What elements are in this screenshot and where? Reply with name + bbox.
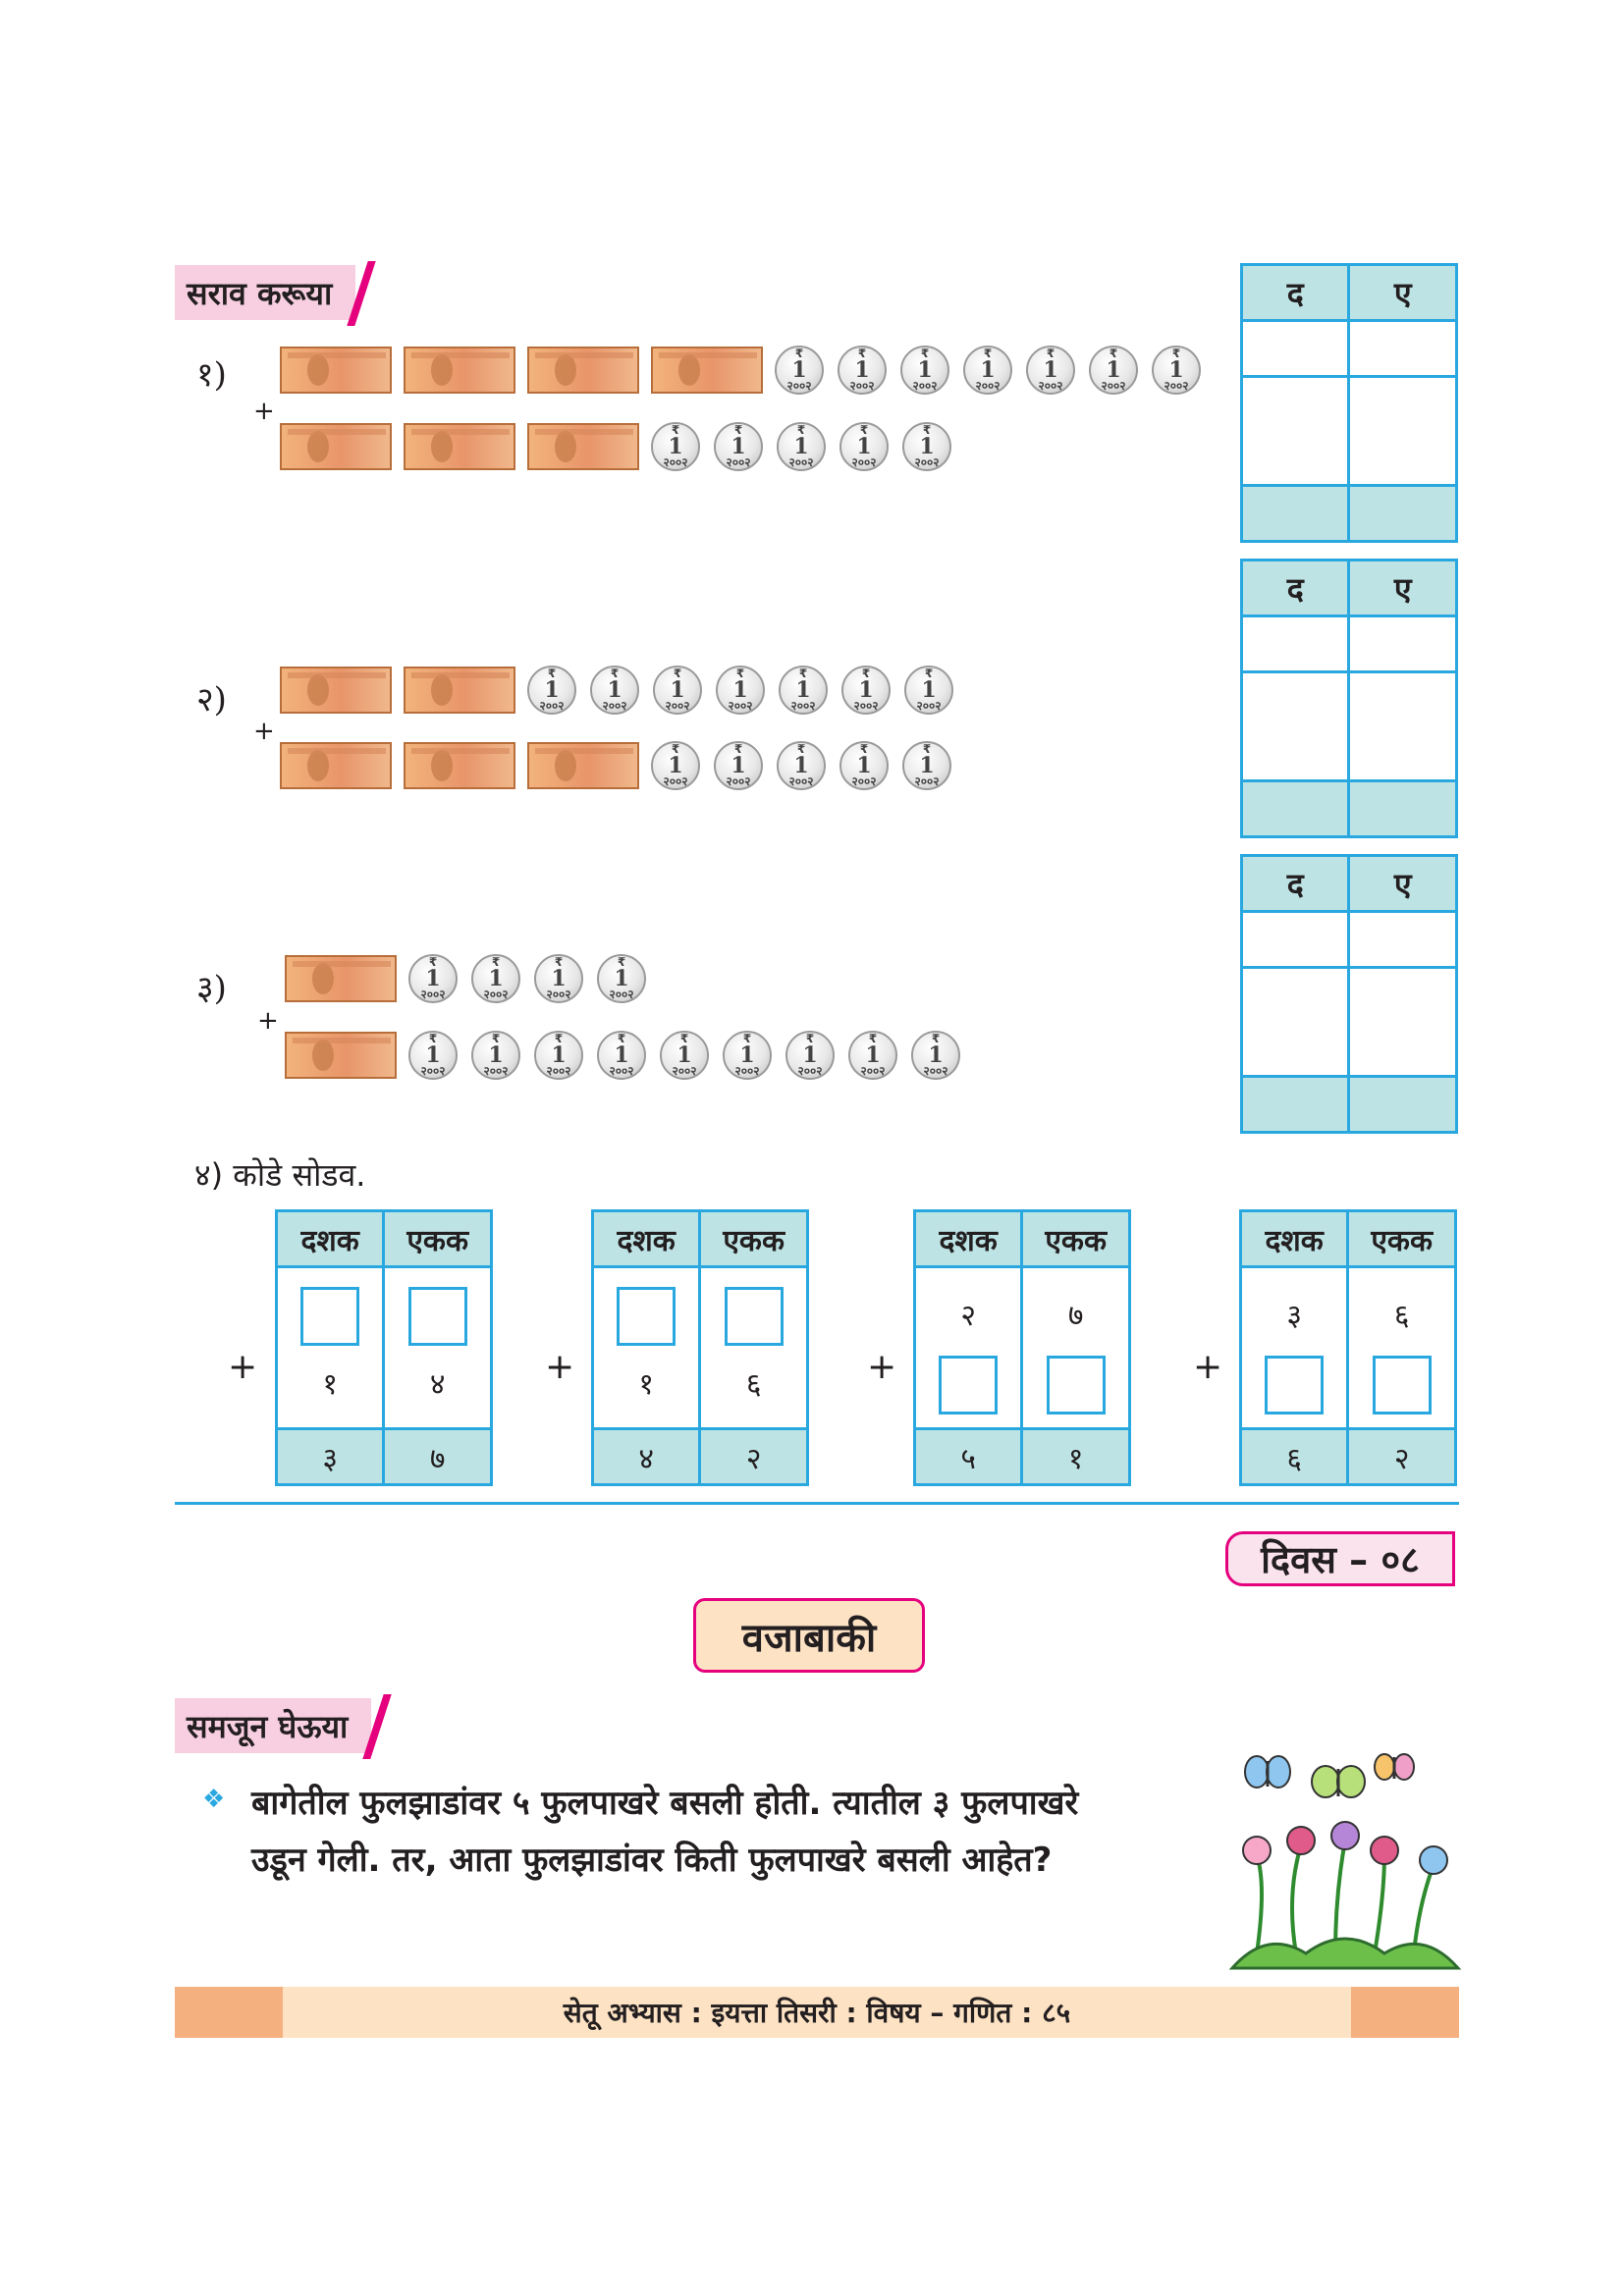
one-rupee-coin: ₹ 1 २००२ [775,346,824,395]
topic-title: वजाबाकी [693,1598,925,1673]
flower-icon [1287,1827,1315,1854]
ten-rupee-note [651,347,763,394]
practice-heading: सराव करूया [175,265,355,320]
ten-rupee-note [527,423,639,470]
footer-right-block [1351,1987,1459,2038]
one-rupee-coin: ₹ 1 २००२ [900,346,949,395]
puzzle-1: दशक एकक १ ४ ३ ७ [275,1209,493,1486]
question-3-plus: + [257,1006,279,1036]
one-rupee-coin: ₹ 1 २००२ [963,346,1012,395]
question-2-number: २) [196,680,227,720]
puzzle-3: दशक एकक २ ७ ५ १ [913,1209,1131,1486]
one-rupee-coin: ₹ 1 २००२ [527,666,576,715]
one-rupee-coin: ₹ 1 २००२ [1152,346,1201,395]
ten-rupee-note [404,423,515,470]
one-rupee-coin: ₹ 1 २००२ [534,1031,583,1080]
one-rupee-coin: ₹ 1 २००२ [838,346,887,395]
one-rupee-coin: ₹ 1 २००२ [723,1031,772,1080]
flowers-butterflies-illustration [1227,1747,1463,1973]
flower-icon [1243,1837,1271,1864]
puzzle-label: ४) कोडे सोडव. [194,1156,366,1194]
one-rupee-coin: ₹ 1 २००२ [471,1031,520,1080]
one-rupee-coin: ₹ 1 २००२ [785,1031,835,1080]
bullet-icon: ❖ [202,1785,226,1814]
footer-bar [175,1987,1459,2038]
one-rupee-coin: ₹ 1 २००२ [408,1031,458,1080]
answer-box[interactable] [725,1287,784,1346]
question-3-row-2 [285,1031,967,1080]
one-rupee-coin: ₹ 1 २००२ [471,954,520,1003]
problem-text: बागेतील फुलझाडांवर ५ फुलपाखरे बसली होती. त्यातील ३ फुलपाखरे उडून गेली. तर, आता फुलझाडांवर किती फुलपाखरे बसली आहेत? [251,1784,1079,1880]
one-rupee-coin: ₹ 1 २००२ [848,1031,897,1080]
answer-table-2: द ए [1240,559,1458,838]
one-rupee-coin: ₹ 1 २००२ [590,666,639,715]
one-rupee-coin: ₹ 1 २००२ [714,741,763,790]
one-rupee-coin: ₹ 1 २००२ [408,954,458,1003]
footer-text: सेतू अभ्यास : इयत्ता तिसरी : विषय – गणित : ८५ [563,1997,1071,2029]
one-rupee-coin: ₹ 1 २००२ [911,1031,960,1080]
question-1-number: १) [196,355,227,395]
ten-rupee-note [285,1032,397,1079]
flower-icon [1331,1822,1359,1849]
butterfly-icon [1245,1756,1290,1788]
one-rupee-coin: ₹ 1 २००२ [534,954,583,1003]
puzzle-4: दशक एकक ३ ६ ६ २ [1239,1209,1457,1486]
ten-rupee-note [280,667,392,714]
ten-rupee-note [404,742,515,789]
flower-icon [1420,1846,1447,1874]
ten-rupee-note [527,347,639,394]
one-rupee-coin: ₹ 1 २००२ [777,741,826,790]
one-rupee-coin: ₹ 1 २००२ [651,741,700,790]
question-1-row-1 [280,346,1208,395]
one-rupee-coin: ₹ 1 २००२ [597,954,646,1003]
one-rupee-coin: ₹ 1 २००२ [841,666,891,715]
day-label: दिवस – ०८ [1225,1531,1455,1586]
answer-box[interactable] [408,1287,467,1346]
one-rupee-coin: ₹ 1 २००२ [904,666,953,715]
one-rupee-coin: ₹ 1 २००२ [839,422,889,471]
section-divider [175,1502,1459,1505]
answer-box[interactable] [939,1356,998,1415]
ten-rupee-note [285,955,397,1002]
one-rupee-coin: ₹ 1 २००२ [902,422,951,471]
ten-rupee-note [280,347,392,394]
question-3-row-1 [285,954,653,1003]
puzzle-1-plus: + [228,1347,258,1387]
answer-box[interactable] [617,1287,676,1346]
answer-box[interactable] [1047,1356,1106,1415]
flower-stems-icon [1257,1841,1434,1953]
ten-rupee-note [404,667,515,714]
understand-heading: समजून घेऊया [175,1698,371,1753]
answer-box[interactable] [300,1287,359,1346]
ten-rupee-note [280,742,392,789]
one-rupee-coin: ₹ 1 २००२ [651,422,700,471]
footer-left-block [175,1987,283,2038]
one-rupee-coin: ₹ 1 २००२ [839,741,889,790]
ten-rupee-note [280,423,392,470]
answer-table-3: द ए [1240,854,1458,1134]
one-rupee-coin: ₹ 1 २००२ [660,1031,709,1080]
question-2-row-2 [280,741,958,790]
flower-icon [1371,1837,1398,1864]
butterfly-icon [1312,1766,1365,1797]
question-1-row-2 [280,422,958,471]
puzzle-2-plus: + [545,1347,575,1387]
one-rupee-coin: ₹ 1 २००२ [1089,346,1138,395]
one-rupee-coin: ₹ 1 २००२ [716,666,765,715]
one-rupee-coin: ₹ 1 २००२ [653,666,702,715]
one-rupee-coin: ₹ 1 २००२ [1026,346,1075,395]
one-rupee-coin: ₹ 1 २००२ [597,1031,646,1080]
grass-icon [1232,1939,1458,1968]
one-rupee-coin: ₹ 1 २००२ [779,666,828,715]
one-rupee-coin: ₹ 1 २००२ [714,422,763,471]
answer-box[interactable] [1265,1356,1324,1415]
question-2-row-1 [280,666,960,715]
puzzle-2: दशक एकक १ ६ ४ २ [591,1209,809,1486]
ten-rupee-note [527,742,639,789]
one-rupee-coin: ₹ 1 २००२ [777,422,826,471]
butterfly-icon [1375,1754,1414,1780]
answer-box[interactable] [1373,1356,1432,1415]
puzzle-3-plus: + [867,1347,897,1387]
one-rupee-coin: ₹ 1 २००२ [902,741,951,790]
answer-table-1: द ए [1240,263,1458,543]
question-1-plus: + [253,397,275,426]
question-3-number: ३) [196,969,227,1008]
ten-rupee-note [404,347,515,394]
puzzle-4-plus: + [1193,1347,1223,1387]
question-2-plus: + [253,717,275,746]
